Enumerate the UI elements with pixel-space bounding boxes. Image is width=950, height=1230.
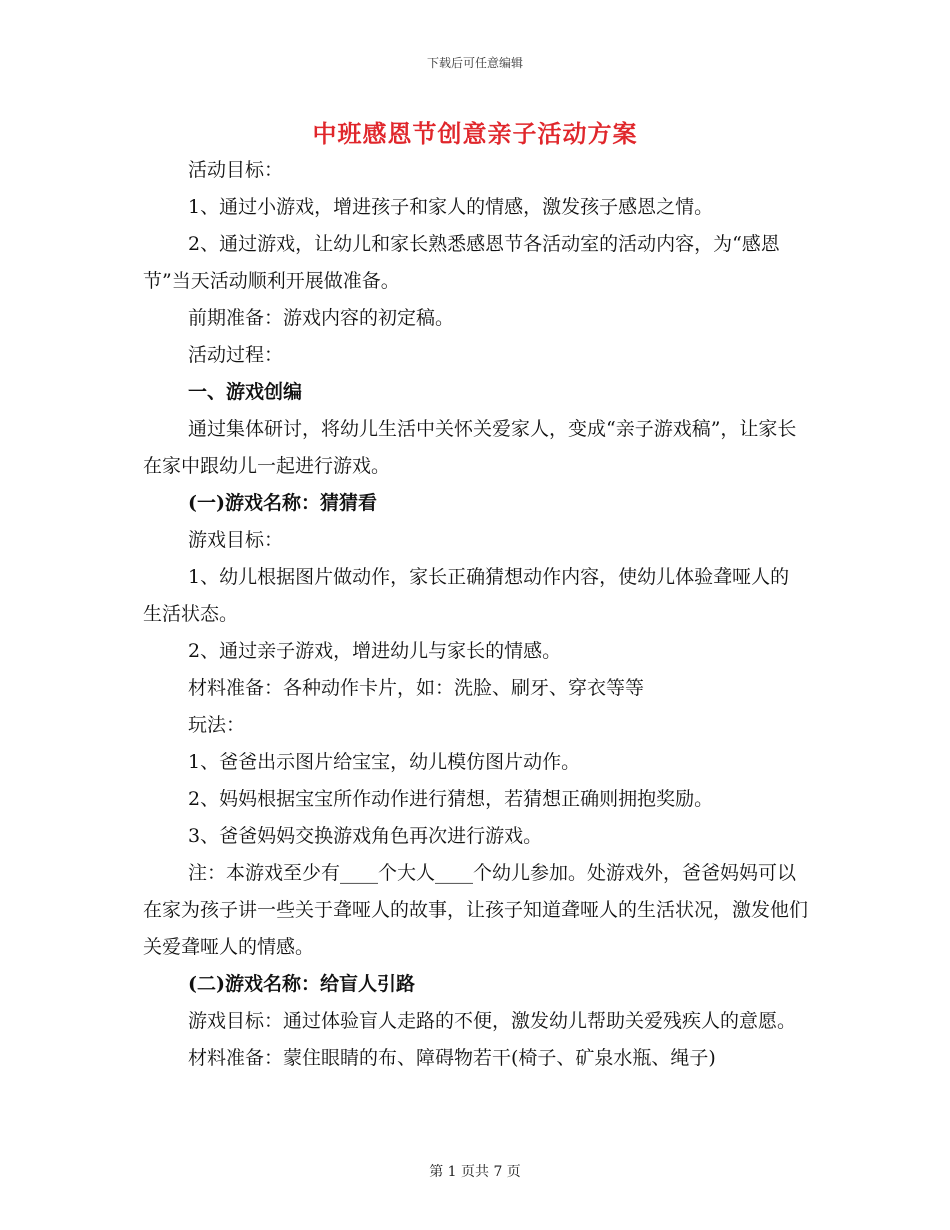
game-1-materials: 材料准备：各种动作卡片，如：洗脸、刷牙、穿衣等等 [188,677,645,699]
document-body [143,152,808,1077]
paragraph-process-heading: 活动过程： [188,344,284,366]
game-1-note: 注：本游戏至少有____个大人____个幼儿参加。处游戏外，爸爸妈妈可以在家为孩子讲一些关于聋哑人的故事，让孩子知道聋哑人的生活状况，激发他们关爱聋哑人的情感。 [143,862,809,958]
game-1-rule-1: 1、爸爸出示图片给宝宝，幼儿模仿图片动作。 [188,751,581,773]
game-1-goal-2: 2、通过亲子游戏，增进幼儿与家长的情感。 [188,640,562,662]
game-1-rule-2: 2、妈妈根据宝宝所作动作进行猜想，若猜想正确则拥抱奖励。 [188,788,714,810]
game-1-heading: (一)游戏名称：猜猜看 [188,492,377,514]
paragraph-goal-2: 2、通过游戏，让幼儿和家长熟悉感恩节各活动室的活动内容，为“感恩节”当天活动顺利开展做准备。 [143,233,780,292]
paragraph-goals-heading: 活动目标： [188,159,284,181]
game-2-heading: (二)游戏名称：给盲人引路 [188,973,415,995]
page-number-footer: 第 1 页共 7 页 [429,1164,521,1180]
game-1-rule-3: 3、爸爸妈妈交换游戏角色再次进行游戏。 [188,825,543,847]
paragraph-goal-1: 1、通过小游戏，增进孩子和家人的情感，激发孩子感恩之情。 [188,196,714,218]
paragraph-preparation: 前期准备：游戏内容的初定稿。 [188,307,455,329]
game-1-goals-heading: 游戏目标： [188,529,284,551]
document-title: 中班感恩节创意亲子活动方案 [312,119,638,148]
section-heading-1: 一、游戏创编 [188,381,303,403]
game-2-materials: 材料准备：蒙住眼睛的布、障碍物若干(椅子、矿泉水瓶、绳子) [188,1047,716,1069]
game-2-goals: 游戏目标：通过体验盲人走路的不便，激发幼儿帮助关爱残疾人的意愿。 [188,1010,797,1032]
paragraph-section-1-intro: 通过集体研讨，将幼儿生活中关怀关爱家人，变成“亲子游戏稿”，让家长在家中跟幼儿一起进行游戏。 [143,418,797,477]
game-1-goal-1: 1、幼儿根据图片做动作，家长正确猜想动作内容，使幼儿体验聋哑人的生活状态。 [143,566,790,625]
game-1-rules-heading: 玩法： [188,714,246,736]
header-note: 下载后可任意编辑 [426,56,523,70]
